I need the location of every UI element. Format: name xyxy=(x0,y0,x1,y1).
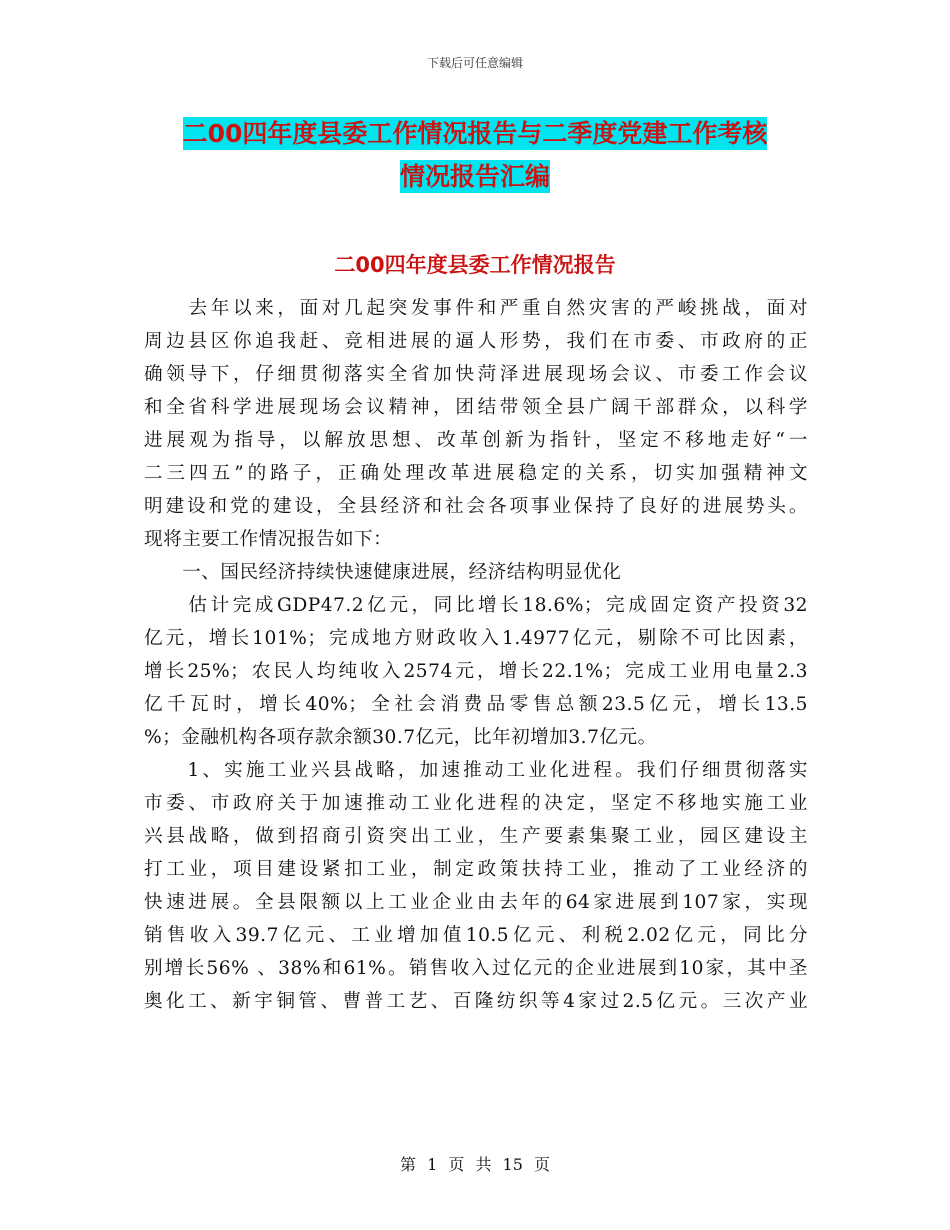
body-line: 打工业，项目建设紧扣工业，制定政策扶持工业，推动了工业经济的 xyxy=(144,859,808,880)
body-line: 估计完成GDP47.2亿元，同比增长18.6%；完成固定资产投资32 xyxy=(144,595,808,616)
body-line: 和全省科学进展现场会议精神，团结带领全县广阔干部群众，以科学 xyxy=(144,397,808,418)
body-line: 别增长56% 、38%和61%。销售收入过亿元的企业进展到10家，其中圣 xyxy=(144,958,808,979)
body-line: 增长25%；农民人均纯收入2574元，增长22.1%；完成工业用电量2.3 xyxy=(144,661,808,682)
body-line: 确领导下，仔细贯彻落实全省加快菏泽进展现场会议、市委工作会议 xyxy=(144,364,808,385)
body-line: 奥化工、新宇铜管、曹普工艺、百隆纺织等4家过2.5亿元。三次产业 xyxy=(144,991,808,1012)
header-note: 下载后可任意编辑 xyxy=(426,56,523,70)
body-line: 市委、市政府关于加速推动工业化进程的决定，坚定不移地实施工业 xyxy=(144,793,808,814)
body-line: 亿元，增长101%；完成地方财政收入1.4977亿元，剔除不可比因素， xyxy=(144,628,808,649)
body-line: 兴县战略，做到招商引资突出工业，生产要素集聚工业，园区建设主 xyxy=(144,826,808,847)
body-line: 进展观为指导，以解放思想、改革创新为指针，坚定不移地走好“一 xyxy=(144,430,808,451)
document-title-line-2 xyxy=(140,157,810,193)
body-line: 二三四五”的路子，正确处理改革进展稳定的关系，切实加强精神文 xyxy=(144,463,808,484)
document-title-text-1: 二00四年度县委工作情况报告与二季度党建工作考核 xyxy=(182,119,768,148)
body-line: 快速进展。全县限额以上工业企业由去年的64家进展到107家，实现 xyxy=(144,892,808,913)
section-title: 二00四年度县委工作情况报告 xyxy=(334,253,616,277)
document-title-text-2: 情况报告汇编 xyxy=(399,162,550,191)
body-line: 明建设和党的建设，全县经济和社会各项事业保持了良好的进展势头。 xyxy=(144,496,808,517)
body-line: 亿千瓦时，增长40%；全社会消费品零售总额23.5亿元，增长13.5 xyxy=(144,694,808,715)
page-number: 第 1 页 共 15 页 xyxy=(400,1155,550,1174)
section-heading: 一、国民经济持续快速健康进展，经济结构明显优化 xyxy=(144,562,622,583)
body-line: 1、实施工业兴县战略，加速推动工业化进程。我们仔细贯彻落实 xyxy=(144,760,808,781)
body-line: 销售收入39.7亿元、工业增加值10.5亿元、利税2.02亿元，同比分 xyxy=(144,925,808,946)
body-line: 周边县区你追我赶、竞相进展的逼人形势，我们在市委、市政府的正 xyxy=(144,331,808,352)
body-line: %；金融机构各项存款余额30.7亿元，比年初增加3.7亿元。 xyxy=(144,727,657,748)
document-title-line-1 xyxy=(140,114,810,150)
body-line: 去年以来，面对几起突发事件和严重自然灾害的严峻挑战，面对 xyxy=(144,298,808,319)
body-line: 现将主要工作情况报告如下： xyxy=(144,529,393,550)
